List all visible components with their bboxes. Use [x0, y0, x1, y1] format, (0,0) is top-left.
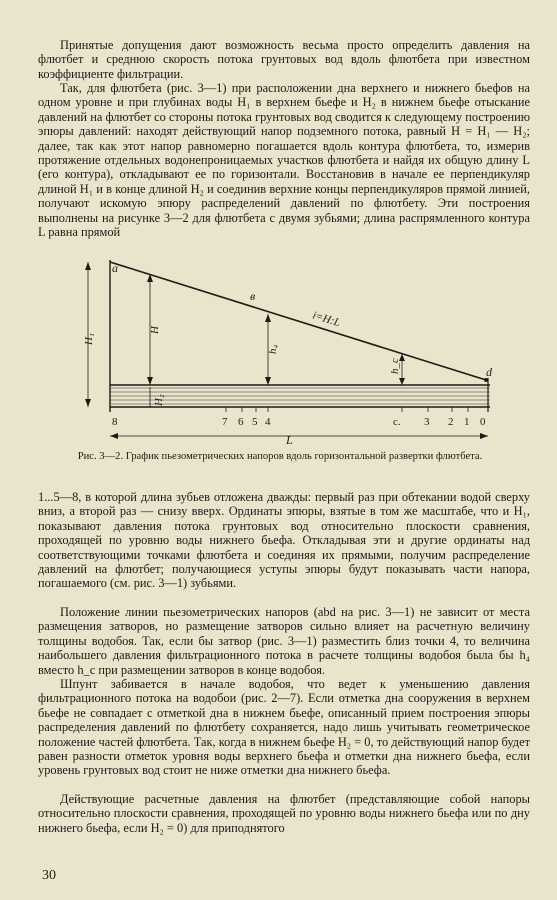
tick-label-5: 5 [252, 416, 258, 428]
piezometric-diagram [83, 250, 500, 448]
paragraph-ordinates: 1...5—8, в которой длина зубьев отложена дважды: первый раз при обтекании водой сверху вниз, а второй раз — снизу вверх. Ординаты эпюры, взятые в том же масштабе, что и H₁, показывают давления потока грунтовых вод относительно плоскости сравнения, проходящей по уровню воды нижнего бьефа. Откладывая эти и другие ординаты над соответствующими точками флютбета и соединяя их прямыми, получим распределение давлений на флютбет; получающиеся уступы эпюры будут показывать части напора, погашаемого (см. рис. 3—1) зубьями. [38, 490, 530, 591]
hc-label: h_c [389, 358, 401, 374]
point-d-label: d [486, 365, 492, 379]
l-arrow-left [110, 433, 118, 439]
h1-arrow-bottom [85, 399, 91, 407]
tick-label-2: 2 [448, 416, 454, 428]
l-label: L [286, 433, 293, 447]
h2-label: H₂ [153, 394, 165, 406]
tick-label-c: с. [393, 416, 401, 428]
point-a-label: a [112, 261, 118, 275]
tick-label-1: 1 [464, 416, 470, 428]
slope-label: i=H:L [311, 309, 342, 330]
h4-arrow-bottom [265, 377, 271, 385]
figure-caption: Рис. 3—2. График пьезометрических напоров вдоль горизонтальной развертки флютбета. [77, 451, 483, 462]
tick-label-7: 7 [222, 416, 228, 428]
l-arrow-right [480, 433, 488, 439]
tick-label-4: 4 [265, 416, 271, 428]
tick-label-3: 3 [424, 416, 430, 428]
paragraph-sheetpile: Шпунт забивается в начале водобоя, что ведет к уменьшению давления фильтрационного потока на водобои (рис. 2—7). Если отметка дна сооружения в верхнем бьефе не совпадает с отметкой дна в нижнем бьефе, описанный прием построения эпюры распределения давлений по флютбету сохраняется, надо лишь учитывать геометрическое положение частей флютбета. Так, когда в нижнем бьефе H₂ = 0, то действующий напор будет равен разности отметок уровня воды верхнего бьефа и отметки дна нижнего бьефа, если уровень грунтовых вод стоит не ниже отметки дна нижнего бьефа. [38, 677, 530, 778]
piezometric-line [110, 262, 486, 380]
paragraph-design-pressures: Действующие расчетные давления на флютбет (представляющие собой напоры относительно плоскости сравнения, проходящей по уровню воды нижнего бьефа или по дну нижнего бьефа, если H₂ = 0) для приподнятого [38, 792, 530, 835]
tick-label-8: 8 [112, 416, 118, 428]
hc-arrow-bottom [399, 378, 405, 385]
tick-label-0: 0 [480, 416, 486, 428]
paragraph-gates: Положение линии пьезометрических напоров (abd на рис. 3—1) не зависит от места размещения затворов, но размещение затворов сильно влияет на расчетную величину толщины водобоя. Так, если бы затвор (рис. 3—1) разместить близ точки 4, то величина наибольшего давления фильтрационного потока в расчете толщины водобоя была бы h₄ вместо h_c при размещении затворов в конце водобоя. [38, 605, 530, 677]
water-strip [110, 385, 490, 407]
h1-arrow-top [85, 262, 91, 270]
h1-label: H₁ [83, 333, 95, 345]
point-b-label: в [250, 289, 256, 303]
h-arrow-bottom [147, 377, 153, 385]
page-number: 30 [42, 868, 56, 883]
h4-label: h₄ [267, 344, 279, 354]
h-label: H [149, 326, 161, 334]
h4-arrow-top [265, 314, 271, 322]
paragraph-construction: Так, для флютбета (рис. 3—1) при расположении дна верхнего и нижнего бьефов на одном уровне и при глубинах воды H₁ в верхнем бьефе и H₂ в нижнем бьефе отыскание давлений на флютбет со стороны потока грунтовых вод сводится к следующему построению эпюры давлений: находят действующий напор подземного потока, равный H = H₁ — H₂; далее, так как этот напор равномерно погашается вдоль контура флютбета, то, измерив протяжение отдельных водонепроницаемых участков флютбета и найдя их общую длину L (его контура), откладывают ее по горизонтали. Восстановив в начале ее перпендикуляр длиной H₁ и в конце длиной H₂ и соединив верхние концы перпендикуляров прямой линией, получают искомую эпюру распределений давлений по флютбету. Эти построения выполнены на рисунке 3—2 для флютбета с двумя зубьями; длина распрямленного контура L равна прямой [38, 81, 530, 240]
tick-label-6: 6 [238, 416, 244, 428]
paragraph-intro: Принятые допущения дают возможность весьма просто определить давления на флютбет и среднюю скорость потока грунтовых вод вдоль флютбета при известном коэффициенте фильтрации. [38, 38, 530, 81]
